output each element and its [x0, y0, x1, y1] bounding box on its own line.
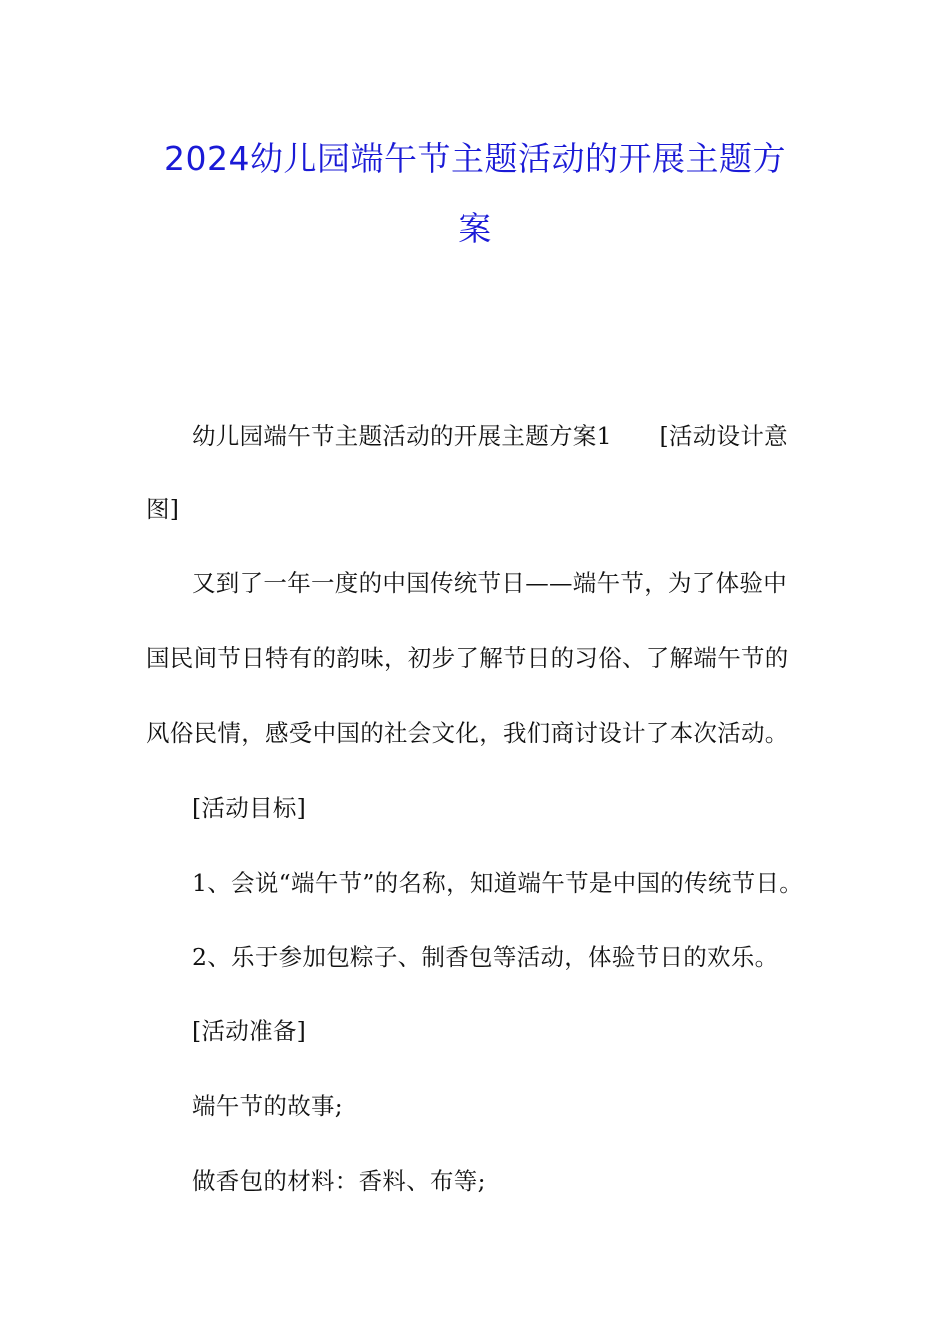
- paragraph-line: 幼儿园端午节主题活动的开展主题方案1 [活动设计意: [192, 422, 788, 450]
- list-item: 端午节的故事;: [192, 1092, 344, 1120]
- section-heading: [活动目标]: [192, 794, 307, 822]
- paragraph-line: 图]: [146, 495, 180, 523]
- document-title-continued: 案: [458, 209, 492, 248]
- list-item: 1、会说“端午节”的名称，知道端午节是中国的传统节日。: [192, 869, 804, 897]
- list-item: 做香包的材料：香料、布等;: [192, 1167, 486, 1195]
- paragraph-line: 风俗民情，感受中国的社会文化，我们商讨设计了本次活动。: [146, 719, 789, 747]
- paragraph-line: 又到了一年一度的中国传统节日——端午节，为了体验中: [192, 569, 787, 597]
- list-item: 2、乐于参加包粽子、制香包等活动，体验节日的欢乐。: [192, 943, 779, 971]
- document-title: 2024幼儿园端午节主题活动的开展主题方: [164, 139, 786, 178]
- section-heading: [活动准备]: [192, 1017, 307, 1045]
- paragraph-line: 国民间节日特有的韵味，初步了解节日的习俗、了解端午节的: [146, 644, 789, 672]
